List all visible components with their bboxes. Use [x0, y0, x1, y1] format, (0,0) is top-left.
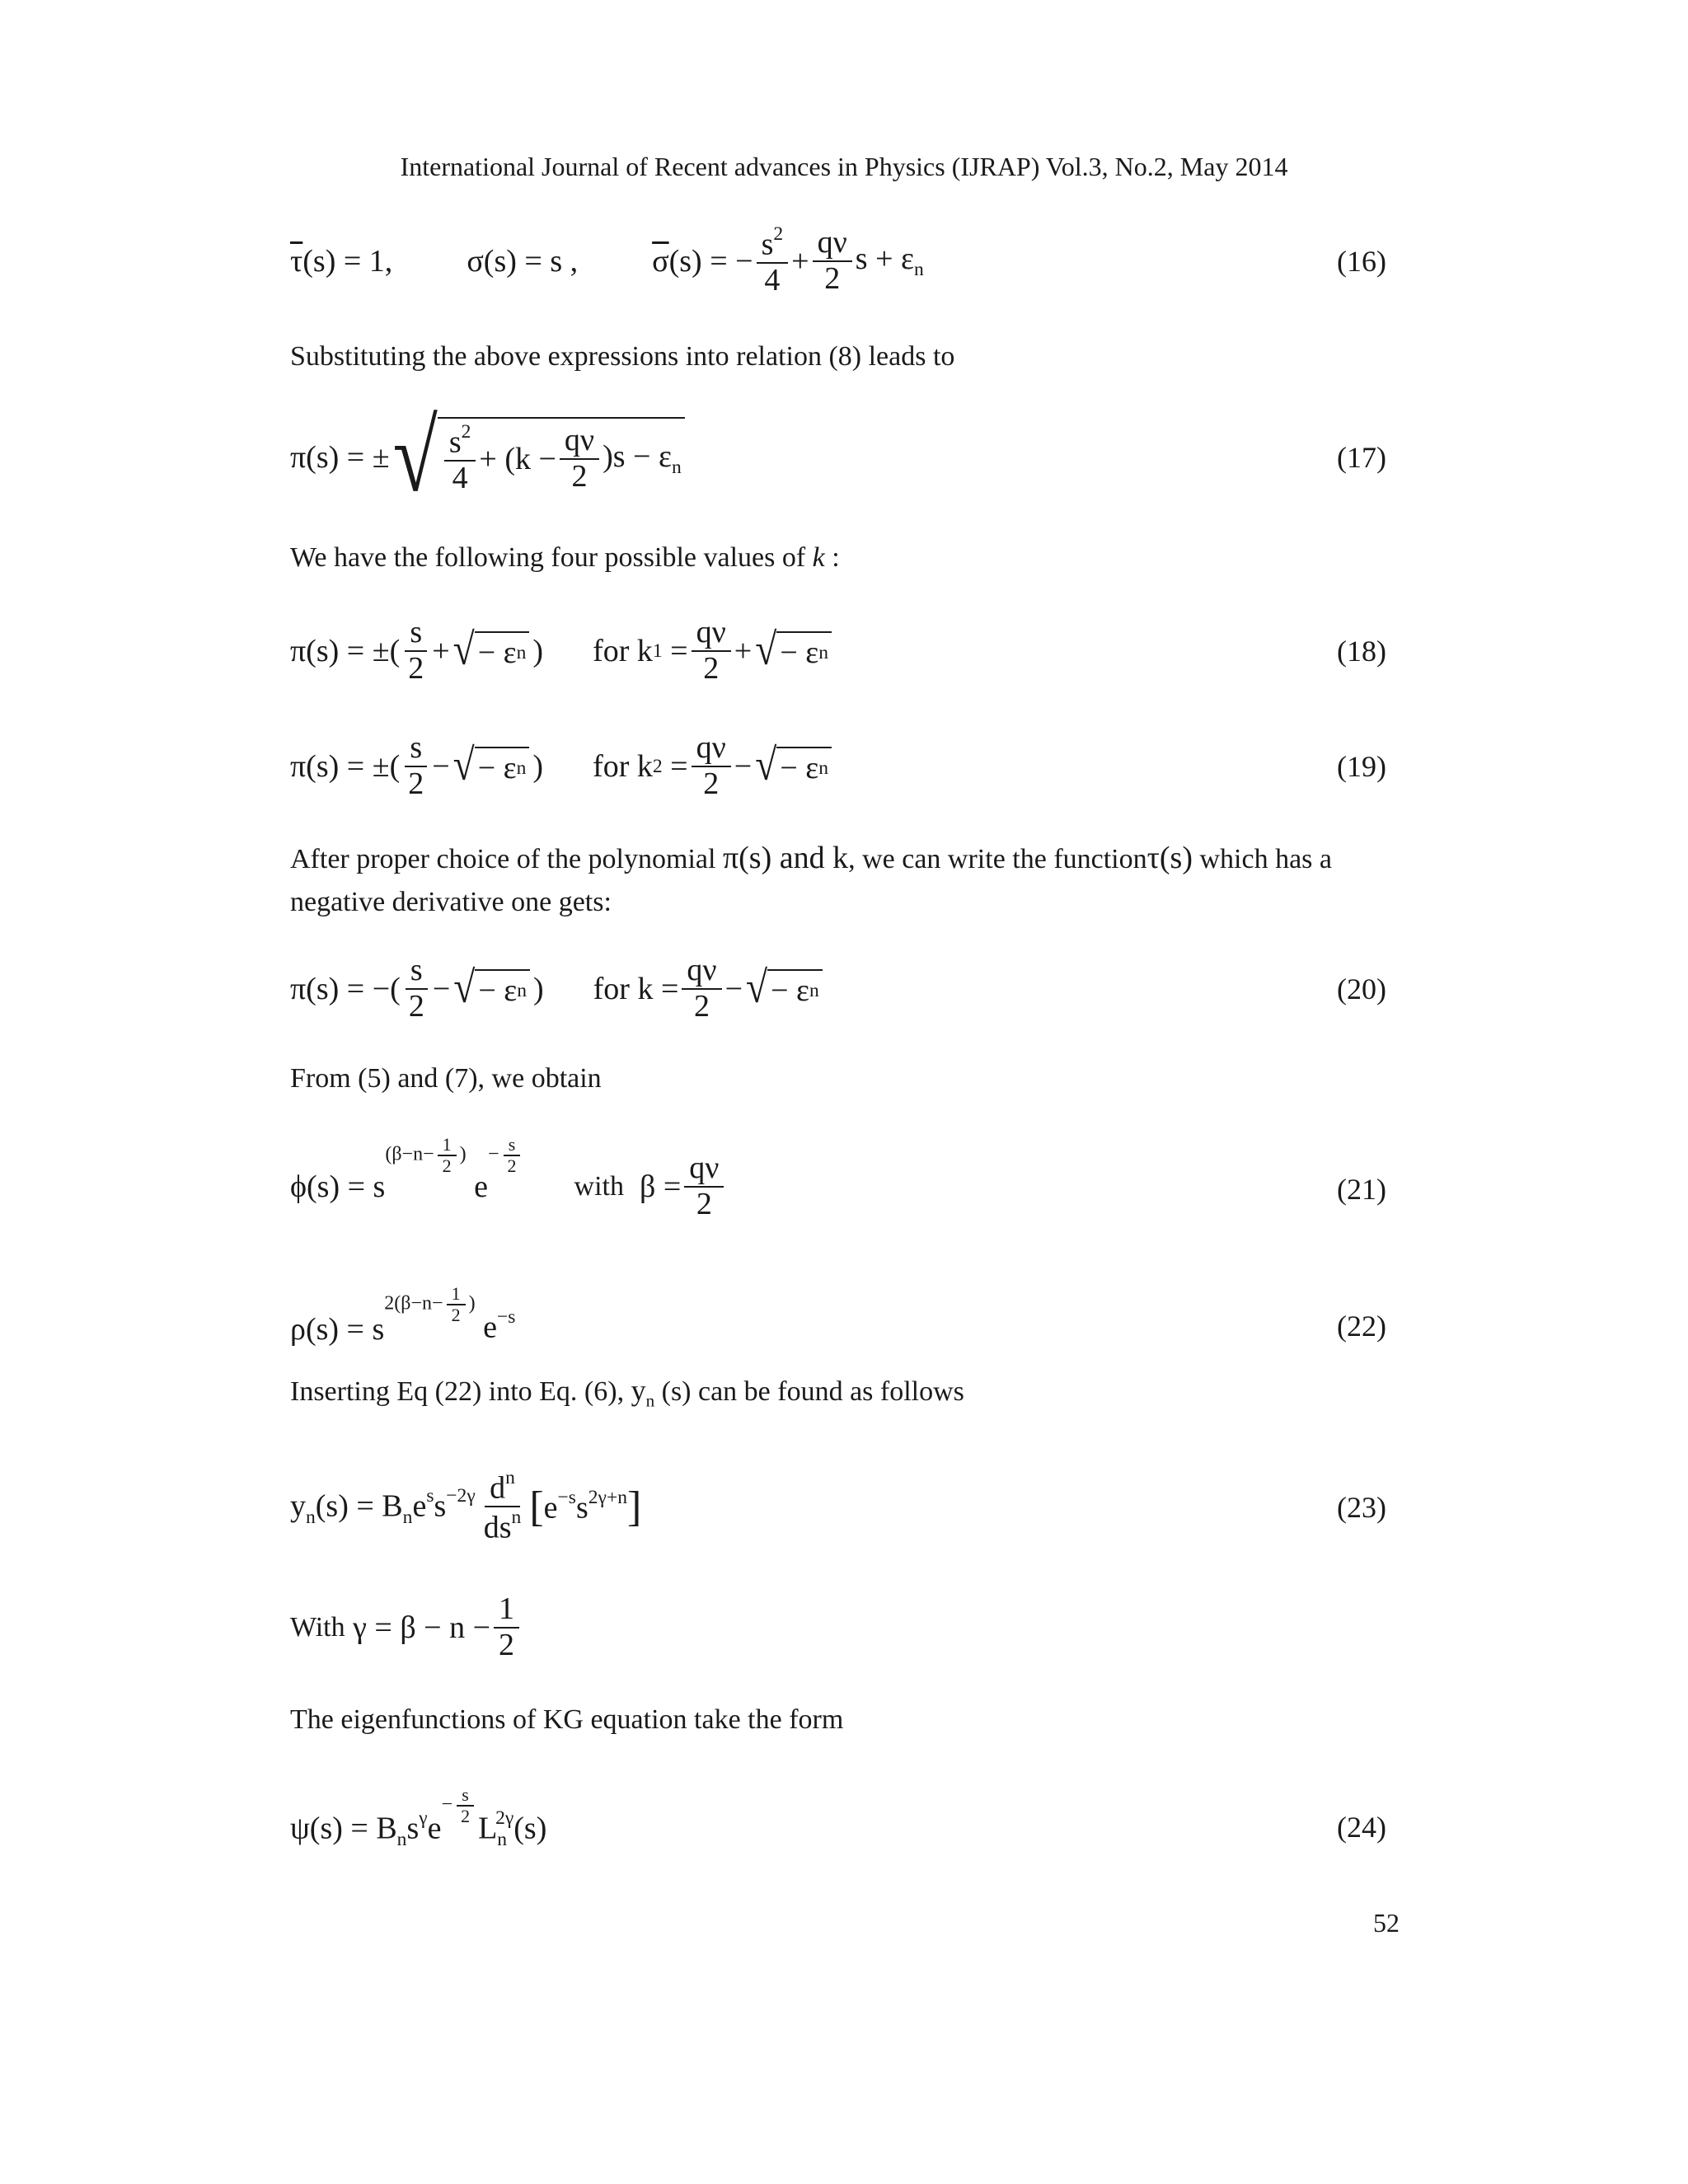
- equation-16: $\overline{\tau}(s) = 1$, σ(s) = s , $\overline{\sigma}(s)$ = − $\frac{s^2}{4}$ + $\frac{q\nu}{2}$ $s + \varepsilon_n$ (16): [290, 223, 1386, 298]
- equation-number: (23): [1337, 1491, 1386, 1524]
- equation-20: π(s) = −( $\frac{s}{2}$ − √ − ε n ) for k = $\frac{q\nu}{2}$ − √ − ε n (20): [290, 953, 1386, 1024]
- equation-number: (24): [1337, 1811, 1386, 1844]
- equation-22: ρ(s) = s 2(β−n− $\frac{1}{2}$ ) $e^{-s}$ (22): [290, 1282, 1386, 1347]
- journal-header: International Journal of Recent advances in Physics (IJRAP) Vol.3, No.2, May 2014: [400, 152, 1288, 181]
- equation-number: (22): [1337, 1310, 1386, 1343]
- paragraph: From (5) and (7), we obtain: [290, 1063, 602, 1094]
- paragraph: We have the following four possible values of k :: [290, 542, 840, 573]
- equation-18: π(s) = ±( $\frac{s}{2}$ + √ − ε n ) for k 1 = $\frac{q\nu}{2}$ + √ − ε n (18): [290, 615, 1386, 686]
- equation-19: π(s) = ±( $\frac{s}{2}$ − √ − ε n ) for k 2 = $\frac{q\nu}{2}$ − √ − ε n (19): [290, 730, 1386, 801]
- paragraph: After proper choice of the polynomial π(s) and k, we can write the functionτ(s) which has a negative derivative one gets:: [290, 841, 1333, 917]
- paragraph: Inserting Eq (22) into Eq. (6), $y_n$ (s) can be found as follows: [290, 1374, 964, 1411]
- equation-23: $y_n(s) = B_ne^ss^{-2\gamma}$ $\frac{d^n}{ds^n}$ [ $e^{-s}s^{2\gamma+n}$ ] (23): [290, 1466, 1386, 1545]
- equation-number: (19): [1337, 750, 1386, 783]
- paragraph: The eigenfunctions of KG equation take the form: [290, 1704, 844, 1735]
- paragraph: Substituting the above expressions into relation (8) leads to: [290, 341, 955, 372]
- equation-number: (17): [1337, 441, 1386, 474]
- equation-number: (18): [1337, 635, 1386, 668]
- equation-number: (21): [1337, 1173, 1386, 1206]
- page-number: 52: [1373, 1908, 1400, 1938]
- equation-17: π(s) = ± √ $\frac{s^2}{4}$ + (k − $\frac{q\nu}{2}$ )$s - \varepsilon_n$ (17): [290, 400, 1386, 513]
- gamma-definition: With γ = β − n − $\frac{1}{2}$: [290, 1582, 1386, 1673]
- equation-21: ϕ(s) = s (β−n− $\frac{1}{2}$ ) e − $\frac{s}{2}$ with β = $\frac{q\nu}{2}$ (21): [290, 1133, 1386, 1221]
- equation-number: (20): [1337, 972, 1386, 1005]
- equation-number: (16): [1337, 245, 1386, 278]
- equation-24: $\psi(s) = B_ns^\gamma e$ − $\frac{s}{2}$ $L_n^{2\gamma}(s)$ (24): [290, 1783, 1386, 1850]
